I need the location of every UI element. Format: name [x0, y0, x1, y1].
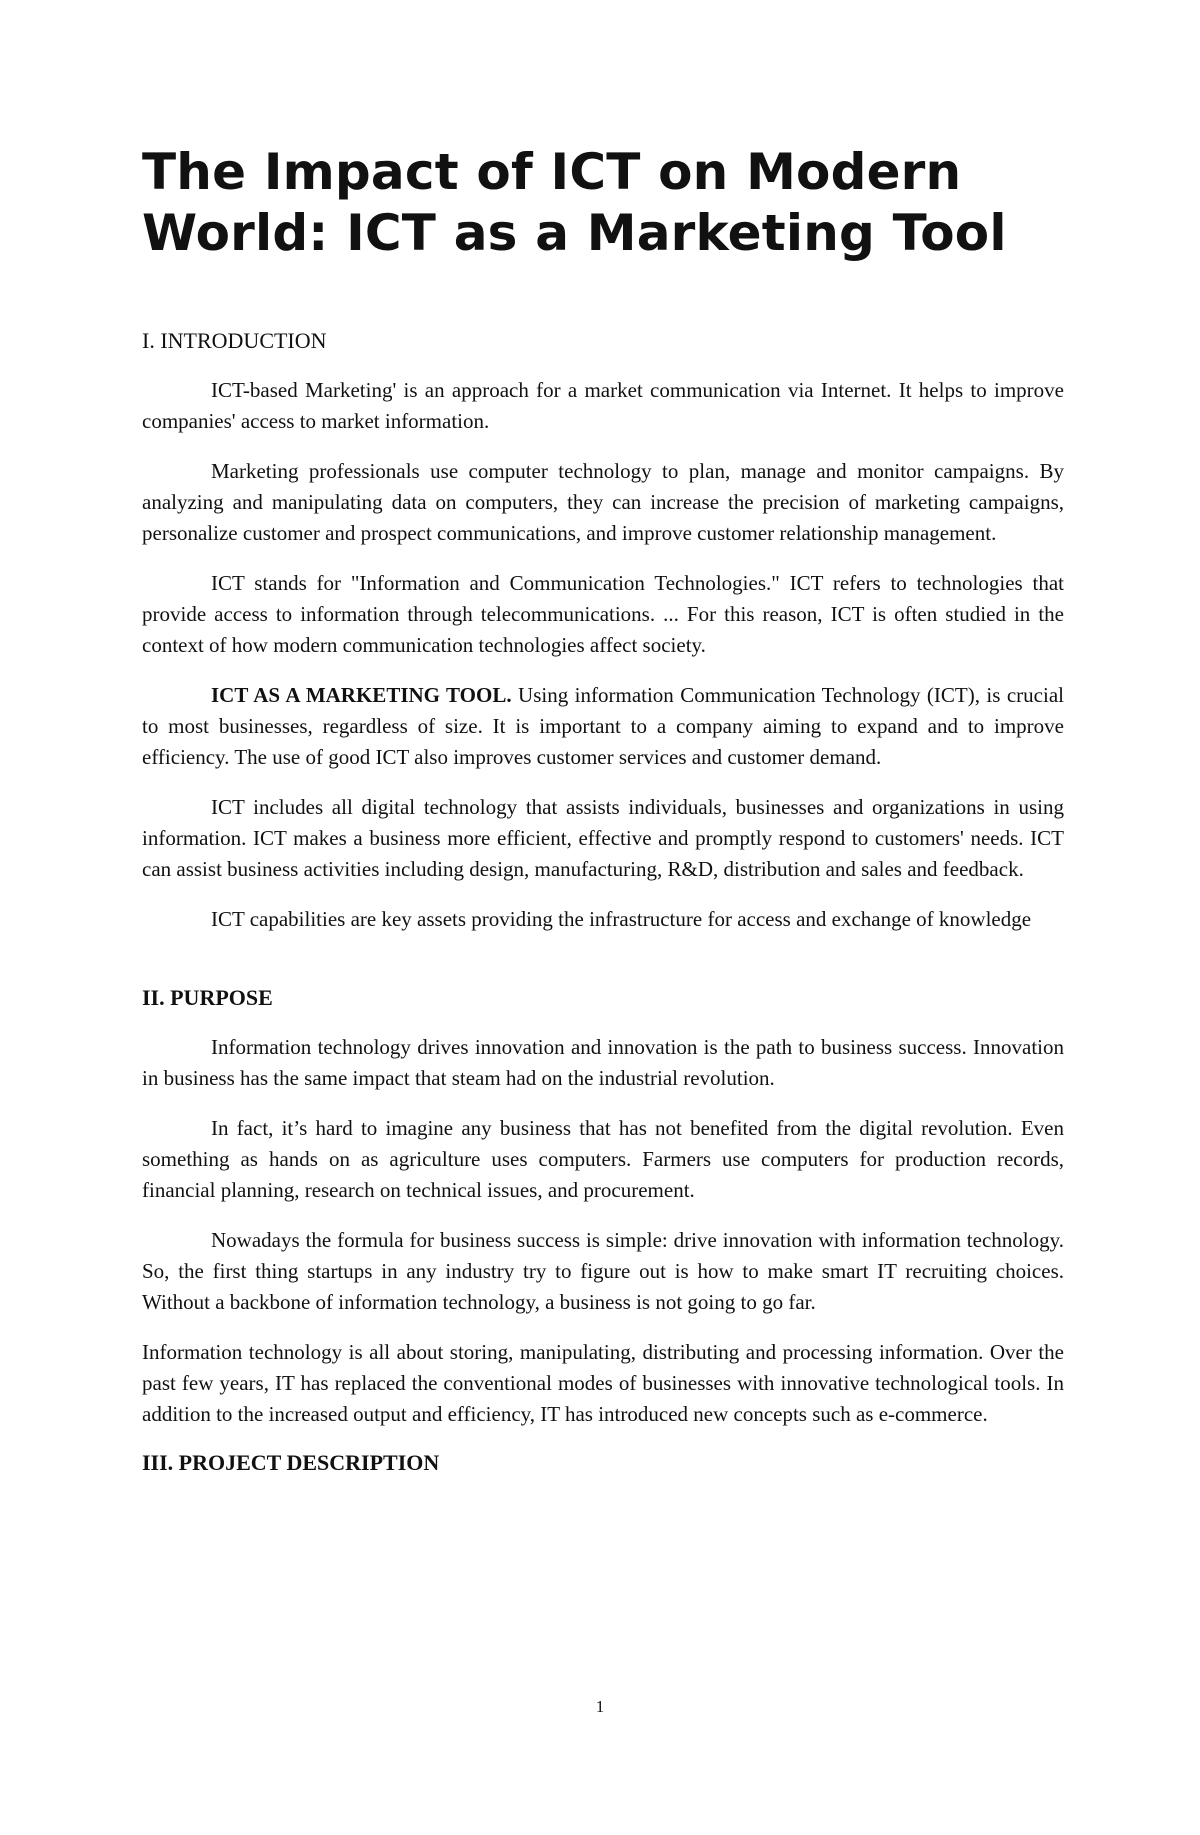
title-line-1: The Impact of ICT on Modern	[142, 143, 962, 201]
intro-paragraph-5: ICT capabilities are key assets providing the infrastructure for access and exchange of knowledge	[211, 907, 1032, 931]
title-line-2: World: ICT as a Marketing Tool	[142, 204, 1007, 262]
heading-introduction: I. INTRODUCTION	[142, 328, 327, 353]
intro-paragraph-marketing-tool	[142, 680, 1064, 773]
document-title	[142, 142, 1064, 264]
purpose-paragraph-3: Nowadays the formula for business success is simple: drive innovation with information technology. So, the first thing startups in any industry try to figure out is how to make smart IT recruiting choices. Without a backbone of information technology, a business is not going to go far.	[142, 1228, 1064, 1314]
intro-paragraph-2: Marketing professionals use computer technology to plan, manage and monitor campaigns. By analyzing and manipulating data on computers, they can increase the precision of marketing campaigns, personalize customer and prospect communications, and improve customer relationship management.	[142, 459, 1064, 545]
marketing-tool-text: Using information Communication Technology (ICT), is crucial to most businesses, regardless of size. It is important to a company aiming to expand and to improve efficiency. The use of good ICT also improves customer services and customer demand.	[142, 683, 1064, 769]
marketing-tool-lead: ICT AS A MARKETING TOOL.	[211, 683, 512, 707]
page-content	[142, 142, 1064, 1478]
page-number: 1	[595, 1697, 605, 1716]
purpose-paragraph-1: Information technology drives innovation and innovation is the path to business success. Innovation in business has the same impact that steam had on the industrial revolution.	[142, 1035, 1064, 1090]
purpose-paragraph-4: Information technology is all about storing, manipulating, distributing and processing information. Over the past few years, IT has replaced the conventional modes of businesses with innovative technological tools. In addition to the increased output and efficiency, IT has introduced new concepts such as e-commerce.	[142, 1340, 1064, 1426]
heading-project-description: III. PROJECT DESCRIPTION	[142, 1450, 440, 1475]
purpose-paragraph-2: In fact, it’s hard to imagine any business that has not benefited from the digital revolution. Even something as hands on as agriculture uses computers. Farmers use computers for production records, financial planning, research on technical issues, and procurement.	[142, 1116, 1064, 1202]
intro-paragraph-1: ICT-based Marketing' is an approach for a market communication via Internet. It helps to improve companies' access to market information.	[142, 378, 1064, 433]
intro-paragraph-3: ICT stands for "Information and Communication Technologies." ICT refers to technologies that provide access to information through telecommunications. ... For this reason, ICT is often studied in the context of how modern communication technologies affect society.	[142, 571, 1064, 657]
heading-purpose: II. PURPOSE	[142, 985, 273, 1010]
intro-paragraph-4: ICT includes all digital technology that assists individuals, businesses and organizations in using information. ICT makes a business more efficient, effective and promptly respond to customers' needs. ICT can assist business activities including design, manufacturing, R&D, distribution and sales and feedback.	[142, 795, 1064, 881]
